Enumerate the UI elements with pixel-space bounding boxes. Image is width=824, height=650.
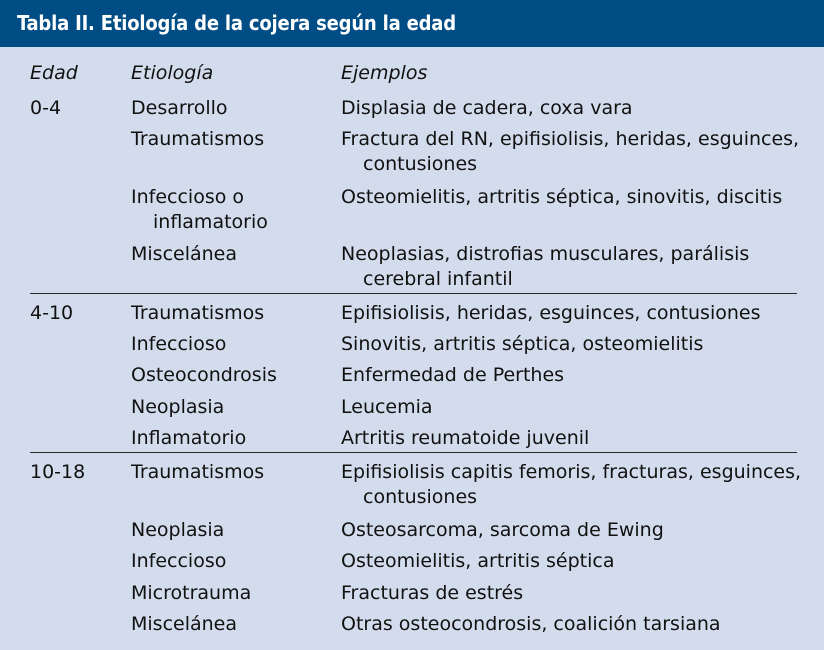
etiology-cell: Traumatismos [131, 128, 265, 150]
examples-cell: Fracturas de estrés [341, 582, 524, 604]
examples-cell: Osteosarcoma, sarcoma de Ewing [341, 519, 664, 541]
etiology-cell: Miscelánea [131, 613, 238, 635]
examples-cell: cerebral infantil [363, 268, 513, 290]
age-group-label: 0-4 [30, 97, 62, 119]
examples-cell: Epifisiolisis, heridas, esguinces, contusiones [341, 302, 761, 324]
header-age: Edad [30, 62, 78, 84]
etiology-cell: Traumatismos [131, 302, 265, 324]
etiology-cell: Neoplasia [131, 396, 225, 418]
group-divider [30, 293, 797, 294]
examples-cell: Enfermedad de Perthes [341, 364, 565, 386]
etiology-cell: Traumatismos [131, 461, 265, 483]
etiology-cell: Infeccioso [131, 550, 227, 572]
etiology-cell: Miscelánea [131, 243, 238, 265]
examples-cell: Leucemia [341, 396, 433, 418]
examples-cell: Osteomielitis, artritis séptica [341, 550, 615, 572]
examples-cell: Osteomielitis, artritis séptica, sinovitis, discitis [341, 186, 783, 208]
examples-cell: Fractura del RN, epifisiolisis, heridas, esguinces, [341, 128, 800, 150]
examples-cell: contusiones [363, 486, 478, 508]
group-divider [30, 452, 797, 453]
age-group-label: 4-10 [30, 302, 74, 324]
etiology-cell: Neoplasia [131, 519, 225, 541]
etiology-cell: Infeccioso [131, 333, 227, 355]
examples-cell: Artritis reumatoide juvenil [341, 427, 590, 449]
examples-cell: Displasia de cadera, coxa vara [341, 97, 633, 119]
etiology-cell: Inflamatorio [131, 427, 247, 449]
examples-cell: Epifisiolisis capitis femoris, fracturas, esguinces, [341, 461, 802, 483]
etiology-cell: inflamatorio [153, 211, 268, 233]
etiology-cell: Osteocondrosis [131, 364, 277, 386]
age-group-label: 10-18 [30, 461, 86, 483]
examples-cell: Neoplasias, distrofias musculares, parálisis [341, 243, 750, 265]
examples-cell: contusiones [363, 153, 478, 175]
etiology-cell: Desarrollo [131, 97, 228, 119]
examples-cell: Otras osteocondrosis, coalición tarsiana [341, 613, 721, 635]
table-title: Tabla II. Etiología de la cojera según la edad [17, 11, 456, 35]
etiology-cell: Infeccioso o [131, 186, 245, 208]
examples-cell: Sinovitis, artritis séptica, osteomielitis [341, 333, 704, 355]
header-examples: Ejemplos [341, 62, 428, 84]
table-title-bar [0, 0, 824, 47]
etiology-cell: Microtrauma [131, 582, 252, 604]
header-etiology: Etiología [131, 62, 214, 84]
